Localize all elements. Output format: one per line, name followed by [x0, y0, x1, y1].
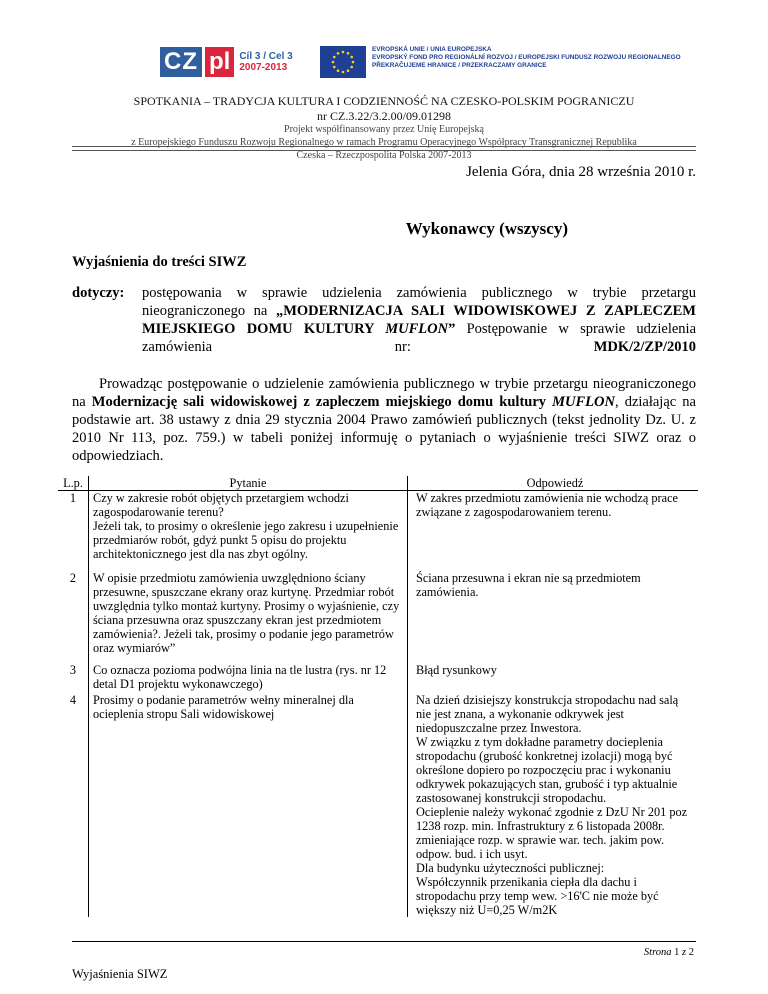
countries-line: Czeska – Rzeczpospolita Polska 2007-2013: [296, 150, 472, 161]
header-lp: L.p.: [58, 476, 89, 491]
czpl-logo-cz: CZ: [160, 47, 202, 77]
header-question: Pytanie: [89, 476, 408, 491]
row-question: Co oznacza pozioma podwójna linia na tle lustra (rys. nr 12 detal D1 projektu wykonawczego): [89, 663, 408, 693]
row-question: W opisie przedmiotu zamówienia uwzględniono ściany przesuwne, spuszczane ekrany oraz kurtynę. Przedmiar robót uwzględnia tylko montaż kurtyny. Prosimy o wyjaśnienie, czy ściana przesuwna oraz spuszczany ekran jest przedmiotem zamówienia?. Jeżeli tak, prosimy o podanie jego parametrów oraz wymiarów”: [89, 571, 408, 663]
row-answer: Na dzień dzisiejszy konstrukcja stropodachu nad salą nie jest znana, a wykonanie odkrywek jest niedopuszczalne przez Inwestora. W związku z tym dokładne parametry docieplenia stropodachu (grubość konkretnej izolacji) mogą być określone dopiero po rozpoczęciu prac i wykonaniu odkrywek pokazujących stan, grubość i typ aktualnie zastosowanej konstrukcji stropodachu. Ocieplenie należy wykonać zgodnie z DzU Nr 201 poz 1238 rozp. min. Infrastruktury z 6 listopada 2008r. zmieniające rozp. w sprawie war. tech. jakim pow. odpow. bud. i ich usyt. Dla budynku użyteczności publicznej: Współczynnik przenikania ciepła dla dachu i stropodachu przy temp wew. >16'C nie może być większy niż U=0,25 W/m2K: [416, 692, 688, 917]
header-answer: Odpowiedź: [408, 476, 699, 491]
czpl-logo-pl: pl: [205, 47, 234, 77]
fund-line: z Europejskiego Funduszu Rozwoju Regionalnego w ramach Programu Operacyjnego Współpracy Transgranicznej Republika: [131, 137, 637, 148]
row-answer: W zakres przedmiotu zamówienia nie wchodzą prace związane z zagospodarowaniem terenu.: [416, 491, 678, 519]
project-title: SPOTKANIA – TRADYCJA KULTURA I CODZIENNOŚĆ NA CZESKO-POLSKIM POGRANICZU: [133, 94, 635, 108]
intro-paragraph: Prowadząc postępowanie o udzielenie zamówienia publicznego w trybie przetargu nieograniczonego na Modernizację sali widowiskowej z zapleczem miejskiego domu kultury MUFLON, działając na podstawie art. 38 ustawy z dnia 29 stycznia 2004 Prawo zamówień publicznych (tekst jednolity Dz. U. z 2010 Nr 113, poz. 759.) w tabeli poniżej informuję o pytaniach o wyjaśnienie treści SIWZ oraz o odpowiedziach.: [72, 376, 696, 464]
table-row: [58, 491, 698, 571]
addressee: Wykonawcy (wszyscy): [405, 219, 568, 238]
czpl-logo-years: 2007-2013: [239, 62, 288, 73]
footer-document-name: Wyjaśnienia SIWZ: [72, 967, 168, 981]
footer-rule: [72, 941, 696, 942]
header-rule-2: [72, 150, 696, 151]
procedure-number: MDK/2/ZP/2010: [593, 339, 696, 355]
row-lp: 2: [58, 571, 89, 663]
row-lp: 4: [58, 693, 89, 917]
czpl-logo-cil: Cíl 3 / Cel 3: [239, 51, 293, 62]
page-number: Strona 1 z 2: [643, 947, 694, 958]
eu-logo-text: [372, 46, 681, 70]
table-header-row: [58, 476, 698, 491]
qa-table: [58, 476, 698, 917]
row-question: Prosimy o podanie parametrów wełny mineralnej dla ocieplenia stropu Sali widowiskowej: [89, 693, 408, 917]
row-question: Czy w zakresie robót objętych przetargiem wchodzi zagospodarowanie terenu? Jeżeli tak, to prosimy o określenie jego zakresu i uzupełnienie przedmiarów robót, gdyż punkt 5 opisu do projektu architektonicznego jest dla nas zbyt ogólny.: [89, 491, 408, 571]
subject: Wyjaśnienia do treści SIWZ: [72, 254, 247, 270]
cofinanced-line: Projekt współfinansowany przez Unię Europejską: [284, 124, 484, 135]
table-row: [58, 571, 698, 663]
row-answer: Ściana przesuwna i ekran nie są przedmiotem zamówienia.: [416, 570, 641, 599]
czpl-logo: [160, 47, 293, 77]
table-row: [58, 663, 698, 693]
header-rule: [72, 146, 696, 147]
row-lp: 3: [58, 663, 89, 693]
table-row: [58, 693, 698, 917]
eu-line-3: PŘEKRAČUJEME HRANICE / PRZEKRACZAMY GRANICE: [372, 62, 547, 69]
eu-line-2: EVROPSKÝ FOND PRO REGIONÁLNÍ ROZVOJ / EUROPEJSKI FUNDUSZ ROZWOJU REGIONALNEGO: [372, 54, 681, 61]
project-number: nr CZ.3.22/3.2.00/09.01298: [317, 109, 451, 123]
eu-line-1: EVROPSKÁ UNIE / UNIA EUROPEJSKA: [372, 46, 492, 53]
concern-label: dotyczy:: [72, 285, 125, 301]
row-lp: 1: [58, 491, 89, 571]
concern-text: postępowania w sprawie udzielenia zamówienia publicznego w trybie przetargu nieograniczonego na „MODERNIZACJA SALI WIDOWISKOWEJ Z ZAPLECZEM MIEJSKIEGO DOMU KULTURY MUFLON” Postępowanie w sprawie udzielenia zamówienia nr: MDK/2/ZP/2010: [142, 285, 697, 355]
row-answer: Błąd rysunkowy: [416, 662, 497, 677]
letter-date: Jelenia Góra, dnia 28 września 2010 r.: [466, 164, 696, 180]
eu-flag-icon: [320, 46, 366, 78]
